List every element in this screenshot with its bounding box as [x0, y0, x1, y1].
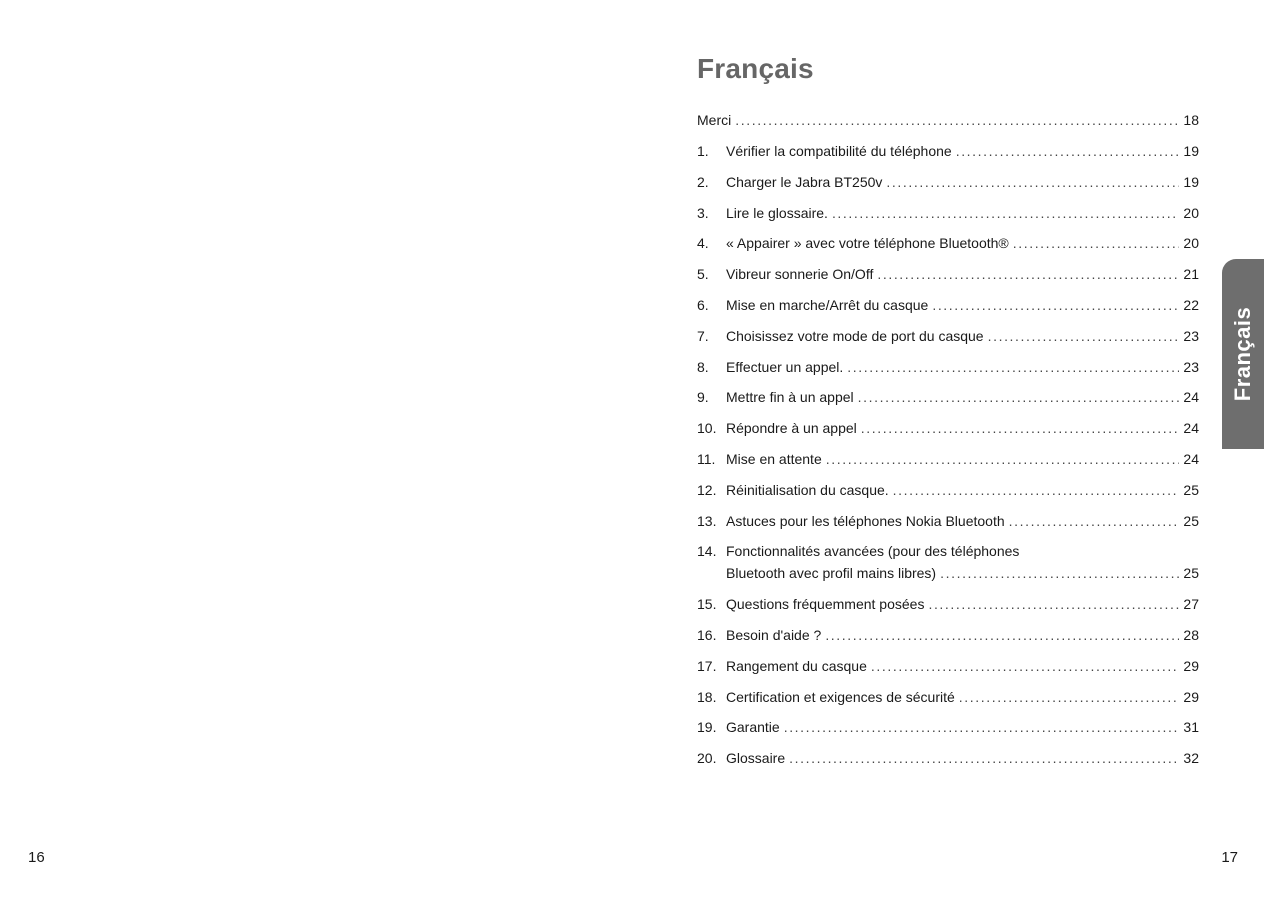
toc-entry-title: Astuces pour les téléphones Nokia Bluetooth [726, 512, 1005, 529]
toc-entry-title: Bluetooth avec profil mains libres) [726, 565, 937, 582]
toc-entry-body [726, 540, 1199, 584]
toc-entry-title: « Appairer » avec votre téléphone Bluetooth® [726, 235, 1009, 252]
toc-entry-title: Charger le Jabra BT250v [726, 173, 883, 190]
toc-entry-page: 22 [1183, 296, 1199, 313]
toc-leader-dots [784, 716, 1179, 738]
toc-leader-dots [832, 202, 1179, 224]
toc-entry-number: 15. [697, 596, 717, 613]
toc-entry-number: 3. [697, 204, 709, 221]
toc-leader-dots [861, 417, 1179, 439]
toc-entry-number: 14. [697, 543, 717, 560]
toc-entry-number: 20. [697, 750, 717, 767]
toc-leader-dots [735, 109, 1179, 131]
toc-entry-number: 16. [697, 626, 717, 643]
toc-entry[interactable] [697, 655, 1199, 677]
toc-leader-dots [893, 479, 1179, 501]
toc-entry[interactable] [697, 171, 1199, 193]
toc-entry-title: Mise en attente [726, 450, 822, 467]
toc-entry[interactable] [697, 417, 1199, 439]
toc-entry-number: 5. [697, 266, 709, 283]
toc-entry[interactable] [697, 386, 1199, 408]
toc-entry-number: 19. [697, 719, 717, 736]
toc-leader-dots [928, 593, 1179, 615]
toc-entry[interactable] [697, 716, 1199, 738]
toc-entry-body [726, 202, 1199, 224]
toc-entry-page: 25 [1183, 512, 1199, 529]
toc-entry[interactable] [697, 747, 1199, 769]
toc-entry-number: 9. [697, 389, 709, 406]
toc-entry[interactable] [697, 294, 1199, 316]
toc-leader-dots [847, 356, 1179, 378]
toc-leader-dots [932, 294, 1179, 316]
toc-entry-body [726, 325, 1199, 347]
toc-leader-dots [826, 448, 1179, 470]
toc-entry[interactable] [697, 202, 1199, 224]
toc-leader-dots [940, 562, 1179, 584]
toc-entry-body [726, 655, 1199, 677]
toc-entry-page: 29 [1183, 657, 1199, 674]
toc-entry[interactable] [697, 140, 1199, 162]
toc-leader-dots [1013, 232, 1179, 254]
toc-leader-dots [858, 386, 1179, 408]
toc-leader-dots [988, 325, 1179, 347]
toc-entry-number: 13. [697, 512, 717, 529]
toc-entry-title: Mettre fin à un appel [726, 389, 854, 406]
toc-entry-body [726, 624, 1199, 646]
toc-entry-body [726, 593, 1199, 615]
toc-entry-number: 6. [697, 296, 709, 313]
toc-entry-title: Questions fréquemment posées [726, 596, 925, 613]
toc-entry-page: 25 [1183, 565, 1199, 582]
toc-entry-body [697, 109, 1199, 131]
toc-entry-number: 8. [697, 358, 709, 375]
side-tab-label: Français [1230, 306, 1255, 402]
toc-entry-page: 32 [1183, 750, 1199, 767]
toc-entry-title: Vérifier la compatibilité du téléphone [726, 143, 952, 159]
toc-entry-body [726, 716, 1199, 738]
toc-entry-page: 27 [1183, 596, 1199, 613]
toc-entry-title: Garantie [726, 719, 780, 736]
toc-entry-number: 4. [697, 235, 709, 252]
toc-entry[interactable] [697, 686, 1199, 708]
toc-entry-page: 31 [1183, 719, 1199, 736]
toc-entry-number: 11. [697, 450, 716, 467]
page-number-right: 17 [1221, 849, 1238, 866]
table-of-contents [697, 109, 1199, 778]
toc-leader-dots [956, 140, 1179, 162]
toc-entry-page: 21 [1183, 266, 1199, 283]
toc-entry-number: 17. [697, 657, 717, 674]
toc-entry-page: 24 [1183, 389, 1199, 406]
toc-entry-body [726, 232, 1199, 254]
page-title: Français [697, 53, 814, 84]
toc-entry-body [726, 747, 1199, 769]
toc-entry-number: 2. [697, 173, 709, 190]
toc-entry-body [726, 479, 1199, 501]
toc-entry[interactable] [697, 479, 1199, 501]
toc-entry-body [726, 356, 1199, 378]
toc-entry[interactable] [697, 232, 1199, 254]
toc-entry[interactable] [697, 356, 1199, 378]
toc-entry-page: 19 [1183, 173, 1199, 190]
toc-entry-body [726, 510, 1199, 532]
toc-entry-title: Vibreur sonnerie On/Off [726, 266, 874, 283]
toc-leader-dots [959, 686, 1179, 708]
toc-entry-title: Besoin d'aide ? [726, 626, 822, 643]
toc-entry-body [726, 686, 1199, 708]
toc-entry-page: 18 [1183, 112, 1199, 128]
toc-entry-page: 28 [1183, 626, 1199, 643]
toc-leader-dots [877, 263, 1179, 285]
toc-entry-number: 18. [697, 688, 717, 705]
toc-entry-title: Répondre à un appel [726, 420, 857, 437]
toc-entry-body [726, 171, 1199, 193]
page-number-left: 16 [28, 849, 45, 866]
toc-entry[interactable] [697, 325, 1199, 347]
toc-leader-dots [871, 655, 1179, 677]
toc-entry-body [726, 294, 1199, 316]
toc-entry-page: 23 [1183, 358, 1199, 375]
toc-entry-page: 23 [1183, 327, 1199, 344]
toc-leader-dots [789, 747, 1179, 769]
toc-entry-title: Rangement du casque [726, 657, 867, 674]
toc-entry-merci[interactable] [697, 109, 1199, 131]
toc-entry-number: 12. [697, 481, 717, 498]
toc-entry-number: 7. [697, 327, 709, 344]
toc-entry-body [726, 448, 1199, 470]
toc-entry-page: 29 [1183, 688, 1199, 705]
toc-entry[interactable] [697, 540, 1199, 584]
toc-entry-title: Glossaire [726, 750, 786, 767]
toc-entry-title: Mise en marche/Arrêt du casque [726, 296, 929, 313]
toc-entry-page: 25 [1183, 481, 1199, 498]
toc-leader-dots [825, 624, 1179, 646]
toc-entry-body [726, 140, 1199, 162]
toc-entry-number: 1. [697, 143, 709, 159]
toc-leader-dots [886, 171, 1179, 193]
toc-entry-page: 20 [1183, 235, 1199, 252]
toc-entry-page: 24 [1183, 420, 1199, 437]
toc-entry-body [726, 417, 1199, 439]
toc-entry-title-line1: Fonctionnalités avancées (pour des téléphones [726, 543, 1020, 560]
toc-entry[interactable] [697, 448, 1199, 470]
right-page [632, 0, 1264, 910]
toc-entry-title: Merci [697, 112, 732, 128]
toc-entry-title: Effectuer un appel. [726, 358, 844, 375]
toc-entry-page: 20 [1183, 204, 1199, 221]
toc-entry-page: 19 [1183, 143, 1199, 159]
toc-entry-page: 24 [1183, 450, 1199, 467]
toc-entry-title: Réinitialisation du casque. [726, 481, 889, 498]
toc-entry-number: 10. [697, 420, 717, 437]
language-side-tab [1222, 259, 1264, 449]
toc-leader-dots [1009, 510, 1179, 532]
toc-entry[interactable] [697, 593, 1199, 615]
toc-entry[interactable] [697, 510, 1199, 532]
toc-entry-title: Certification et exigences de sécurité [726, 688, 955, 705]
toc-entry-title: Choisissez votre mode de port du casque [726, 327, 984, 344]
toc-entry[interactable] [697, 624, 1199, 646]
toc-entry-body [726, 263, 1199, 285]
toc-entry-last-line [726, 562, 1199, 584]
toc-entry[interactable] [697, 263, 1199, 285]
toc-entry-title: Lire le glossaire. [726, 204, 828, 221]
toc-entry-body [726, 386, 1199, 408]
